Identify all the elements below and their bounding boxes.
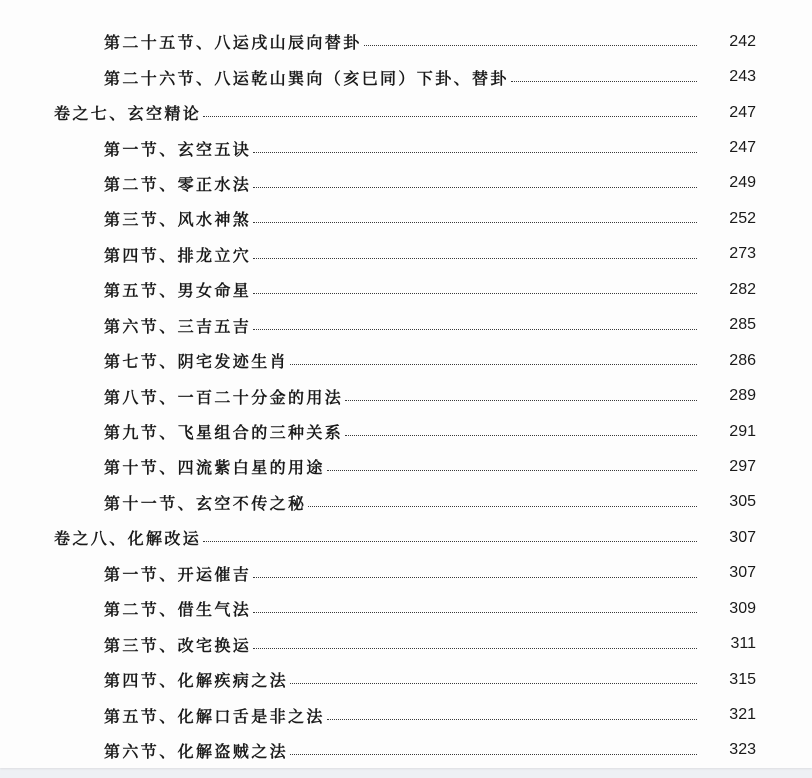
toc-entry-title: 第九节、飞星组合的三种关系 [104,423,344,443]
toc-entry-section [0,343,812,378]
toc-page-number: 273 [729,245,756,263]
toc-page-number: 323 [729,741,756,759]
toc-entry-section [0,733,812,768]
dot-leader [290,364,697,365]
toc-entry-section [0,201,812,236]
toc-entry-section [0,449,812,484]
dot-leader [253,187,697,188]
dot-leader [290,754,697,755]
toc-page-number: 249 [729,174,756,192]
toc-page-number: 243 [729,68,756,86]
toc-page-number: 315 [729,670,756,688]
table-of-contents [0,24,812,768]
dot-leader [253,329,697,330]
toc-entry-section [0,272,812,307]
toc-page-number: 247 [729,139,756,157]
toc-entry-section [0,237,812,272]
toc-entry-title: 第八节、一百二十分金的用法 [104,387,344,407]
dot-leader [364,45,697,46]
dot-leader [290,683,697,684]
toc-entry-volume [0,520,812,555]
dot-leader [253,577,697,578]
dot-leader [511,81,697,82]
toc-entry-section [0,626,812,661]
toc-entry-title: 第三节、改宅换运 [104,635,252,655]
dot-leader [253,648,697,649]
toc-entry-title: 第六节、三吉五吉 [104,316,252,336]
toc-page-number: 282 [729,280,756,298]
toc-entry-section [0,662,812,697]
toc-entry-volume [0,95,812,130]
dot-leader [345,435,697,436]
toc-entry-title: 卷之七、玄空精论 [54,104,202,124]
toc-entry-title: 第七节、阴宅发迹生肖 [104,352,289,372]
toc-entry-title: 第六节、化解盗贼之法 [104,741,289,761]
toc-page-number: 305 [729,493,756,511]
toc-entry-section [0,378,812,413]
toc-entry-section [0,24,812,59]
toc-entry-title: 第三节、风水神煞 [104,210,252,230]
toc-entry-title: 第四节、排龙立穴 [104,245,252,265]
toc-entry-title: 第五节、男女命星 [104,281,252,301]
dot-leader [203,116,697,117]
toc-page-number: 307 [729,564,756,582]
dot-leader [253,293,697,294]
dot-leader [253,222,697,223]
dot-leader [253,612,697,613]
toc-entry-section [0,308,812,343]
toc-entry-title: 第一节、开运催吉 [104,564,252,584]
toc-page-number: 291 [729,422,756,440]
dot-leader [253,152,697,153]
toc-page-number: 252 [729,209,756,227]
toc-page-number: 247 [729,103,756,121]
toc-entry-title: 第十节、四流紫白星的用途 [104,458,325,478]
dot-leader [253,258,697,259]
toc-page-number: 311 [730,635,756,653]
toc-page-number: 321 [729,706,756,724]
toc-page-number: 285 [729,316,756,334]
toc-entry-title: 第二十六节、八运乾山巽向（亥巳同）下卦、替卦 [104,68,509,88]
toc-entry-section [0,414,812,449]
dot-leader [203,541,697,542]
toc-entry-title: 第二节、借生气法 [104,600,252,620]
toc-page-number: 297 [729,457,756,475]
toc-entry-section [0,166,812,201]
dot-leader [308,506,697,507]
toc-page-number: 289 [729,387,756,405]
toc-entry-section [0,130,812,165]
toc-entry-section [0,485,812,520]
toc-entry-title: 第二节、零正水法 [104,174,252,194]
toc-entry-title: 卷之八、化解改运 [54,529,202,549]
dot-leader [327,719,697,720]
toc-page-number: 307 [729,528,756,546]
toc-entry-title: 第二十五节、八运戌山辰向替卦 [104,33,362,53]
toc-entry-title: 第一节、玄空五诀 [104,139,252,159]
toc-entry-section [0,59,812,94]
toc-entry-title: 第四节、化解疾病之法 [104,671,289,691]
toc-page-number: 286 [729,351,756,369]
dot-leader [327,470,697,471]
toc-entry-section [0,697,812,732]
toc-page-number: 309 [729,599,756,617]
toc-entry-title: 第十一节、玄空不传之秘 [104,493,307,513]
toc-entry-title: 第五节、化解口舌是非之法 [104,706,325,726]
toc-entry-section [0,556,812,591]
dot-leader [345,400,697,401]
toc-page-number: 242 [729,32,756,50]
toc-entry-section [0,591,812,626]
